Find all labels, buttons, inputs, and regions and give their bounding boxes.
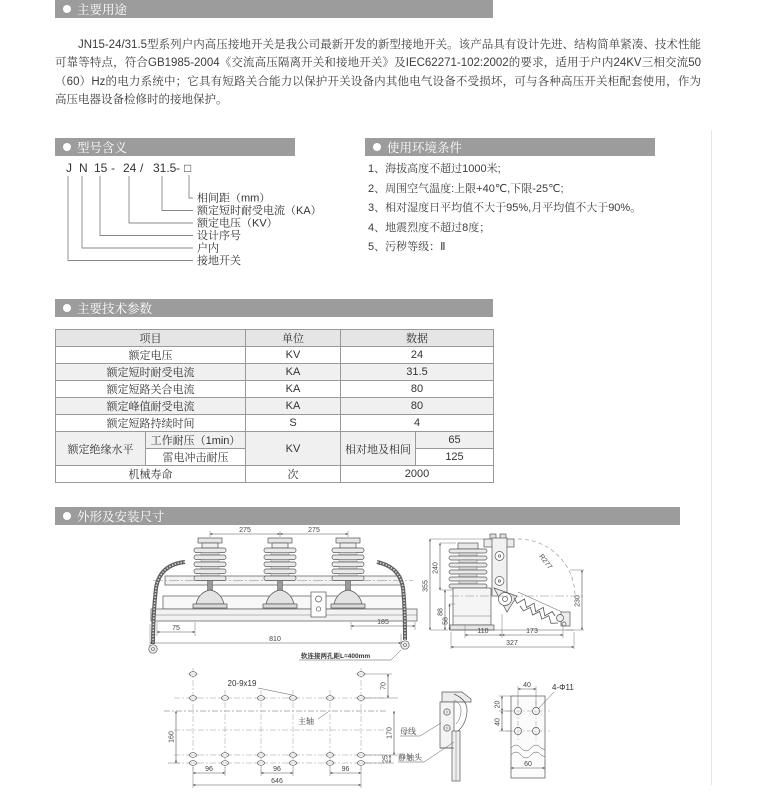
section-title-usage: 主要用途 <box>77 3 128 17</box>
model-label: 设计序号 <box>197 230 241 242</box>
static-contact-label: 静触头 <box>398 753 422 762</box>
section-bullet-icon <box>63 512 71 520</box>
dim-height-right: 230 <box>574 595 582 607</box>
cell-unit: KV <box>246 347 341 364</box>
dim-170: 170 <box>386 727 394 739</box>
dim-173: 173 <box>526 628 538 635</box>
section-bar-environment <box>365 138 655 156</box>
model-label: 额定电压（KV） <box>197 217 278 230</box>
cell-value: 31.5 <box>341 364 494 381</box>
cell-unit: S <box>246 415 341 432</box>
usage-paragraph: JN15-24/31.5型系列户内高压接地开关是我公司最新开发的新型接地开关。该产品具有设计先进、结构简单紧凑、技术性能可靠等特点，符合GB1985-2004《交流高压隔离开关和接地开关》及IEC62271-102:2002的要求，适用于户内24KV三相交流50（60）Hz的电力系统中；它具有短路关合能力以保护开关设备内其他电气设备不受损坏，可与各种高压开关柜配套使用，作为高压电器设备检修时的接地保护。 <box>55 38 701 106</box>
section-bar-dimensions <box>55 507 680 525</box>
table-header-row <box>56 330 494 347</box>
cell-value: 80 <box>341 398 494 415</box>
mounting-holes <box>188 672 367 766</box>
model-label: 户内 <box>197 242 219 255</box>
table-row <box>56 347 494 364</box>
section-bullet-icon <box>373 143 381 151</box>
model-code-part: N <box>79 161 88 175</box>
dim-40: 40 <box>494 718 502 726</box>
dim-total: 646 <box>271 778 283 785</box>
section-title-params: 主要技术参数 <box>77 302 153 316</box>
table-row <box>56 398 494 415</box>
dim-70: 70 <box>380 682 388 690</box>
cell-item: 额定绝缘水平 <box>56 432 146 466</box>
table-row <box>56 381 494 398</box>
cell-item: 机械寿命 <box>56 466 246 483</box>
side-view-body <box>449 534 574 630</box>
cell-item: 额定短路持续时间 <box>56 415 246 432</box>
model-label: 额定短时耐受电流（KA） <box>197 205 322 217</box>
dim-height-total: 355 <box>422 580 430 592</box>
side-view-drawing <box>420 526 598 670</box>
table-row-insulation-1 <box>56 432 494 449</box>
dim-88: 88 <box>437 608 445 616</box>
section-bullet-icon <box>63 304 71 312</box>
section-title-dimensions: 外形及安装尺寸 <box>77 510 165 524</box>
cell-item: 额定峰值耐受电流 <box>56 398 246 415</box>
dim-radius: R277 <box>537 553 554 571</box>
header-cell-data: 数据 <box>341 330 494 347</box>
hole-spec-label: 4-Φ11 <box>552 683 574 692</box>
cell-unit: 次 <box>246 466 341 483</box>
model-label: 接地开关 <box>197 255 241 267</box>
cell-subitem: 工作耐压（1min） <box>146 432 246 449</box>
model-code-part: 31.5 <box>153 161 177 175</box>
model-code-part: - <box>111 161 115 175</box>
params-table <box>55 329 494 483</box>
extension-lines <box>168 674 398 788</box>
center-lines <box>164 668 388 772</box>
flexible-connection-note: 软连接两孔距L=400mm <box>301 653 371 660</box>
dim-110: 110 <box>477 628 489 635</box>
dim-top-40: 40 <box>523 682 531 689</box>
environment-item: 2、周围空气温度:上限+40℃,下限-25℃; <box>368 182 564 195</box>
cell-value: 24 <box>341 347 494 364</box>
cell-item: 额定短时耐受电流 <box>56 364 246 381</box>
cell-unit: KV <box>246 432 341 466</box>
model-code-part: J <box>66 161 72 175</box>
model-connector-lines <box>68 175 193 261</box>
cell-condition: 相对地及相间 <box>341 432 416 466</box>
model-code-part: / <box>140 161 144 175</box>
environment-item: 4、地震烈度不超过8度； <box>368 221 491 234</box>
cell-item: 额定短路关合电流 <box>56 381 246 398</box>
dim-pitch: 96 <box>341 766 350 773</box>
environment-item: 1、海拔高度不超过1000米; <box>368 163 501 175</box>
section-bar-model <box>55 138 295 156</box>
cell-unit: KA <box>246 398 341 415</box>
cell-value: 80 <box>341 381 494 398</box>
model-code-part: 24 <box>123 161 137 175</box>
holes-spec-label: 20-9x19 <box>227 679 257 688</box>
dim-25: 25 <box>382 755 390 763</box>
environment-item: 5、污秽等级：Ⅱ <box>368 241 446 253</box>
model-designation-diagram <box>56 158 386 270</box>
section-bullet-icon <box>63 143 71 151</box>
model-code-part: - <box>176 161 180 175</box>
mounting-plan-drawing <box>146 660 414 800</box>
dim-pitch: 96 <box>273 766 281 773</box>
model-code-part: 15 <box>94 161 108 175</box>
cell-unit: KA <box>246 364 341 381</box>
table-row <box>56 415 494 432</box>
dim-60: 60 <box>524 761 532 768</box>
section-title-model: 型号含义 <box>77 141 128 155</box>
dim-left: 75 <box>172 625 180 632</box>
dim-pitch: 96 <box>205 766 213 773</box>
page-edge-line <box>711 130 712 785</box>
model-label: 相间距（mm） <box>197 192 271 205</box>
main-shaft-label: 主轴 <box>298 717 314 726</box>
section-bullet-icon <box>63 5 71 13</box>
table-row <box>56 466 494 483</box>
dim-right: 185 <box>377 619 389 626</box>
cell-item: 额定电压 <box>56 347 246 364</box>
cell-subitem: 雷电冲击耐压 <box>146 449 246 466</box>
header-cell-unit: 单位 <box>246 330 341 347</box>
dim-width-total: 327 <box>506 640 518 647</box>
dim-20: 20 <box>494 700 502 709</box>
front-view-drawing <box>135 526 433 670</box>
cell-value: 65 <box>416 432 494 449</box>
cell-unit: KA <box>246 381 341 398</box>
environment-item: 3、相对湿度日平均值不大于95%,月平均值不大于90%。 <box>368 202 642 214</box>
dim-span-right: 275 <box>308 527 320 534</box>
cell-value: 125 <box>416 449 494 466</box>
table-row <box>56 364 494 381</box>
dim-total: 810 <box>269 636 281 643</box>
dim-58: 58 <box>442 617 450 625</box>
busbar-label: 母线 <box>400 727 416 736</box>
section-title-environment: 使用环境条件 <box>387 141 463 155</box>
cell-value: 2000 <box>341 466 494 483</box>
dim-height-insulator: 240 <box>432 562 440 574</box>
model-code <box>66 161 191 175</box>
section-bar-params <box>55 299 493 317</box>
section-bar-usage <box>55 0 493 18</box>
static-contact-profile <box>440 692 471 781</box>
contact-detail-drawing <box>396 674 594 800</box>
dim-160: 160 <box>168 731 176 743</box>
header-cell-item: 项目 <box>56 330 246 347</box>
model-code-part: □ <box>184 161 192 175</box>
environment-list <box>368 160 688 258</box>
cell-value: 4 <box>341 415 494 432</box>
dim-span-left: 275 <box>239 527 251 534</box>
